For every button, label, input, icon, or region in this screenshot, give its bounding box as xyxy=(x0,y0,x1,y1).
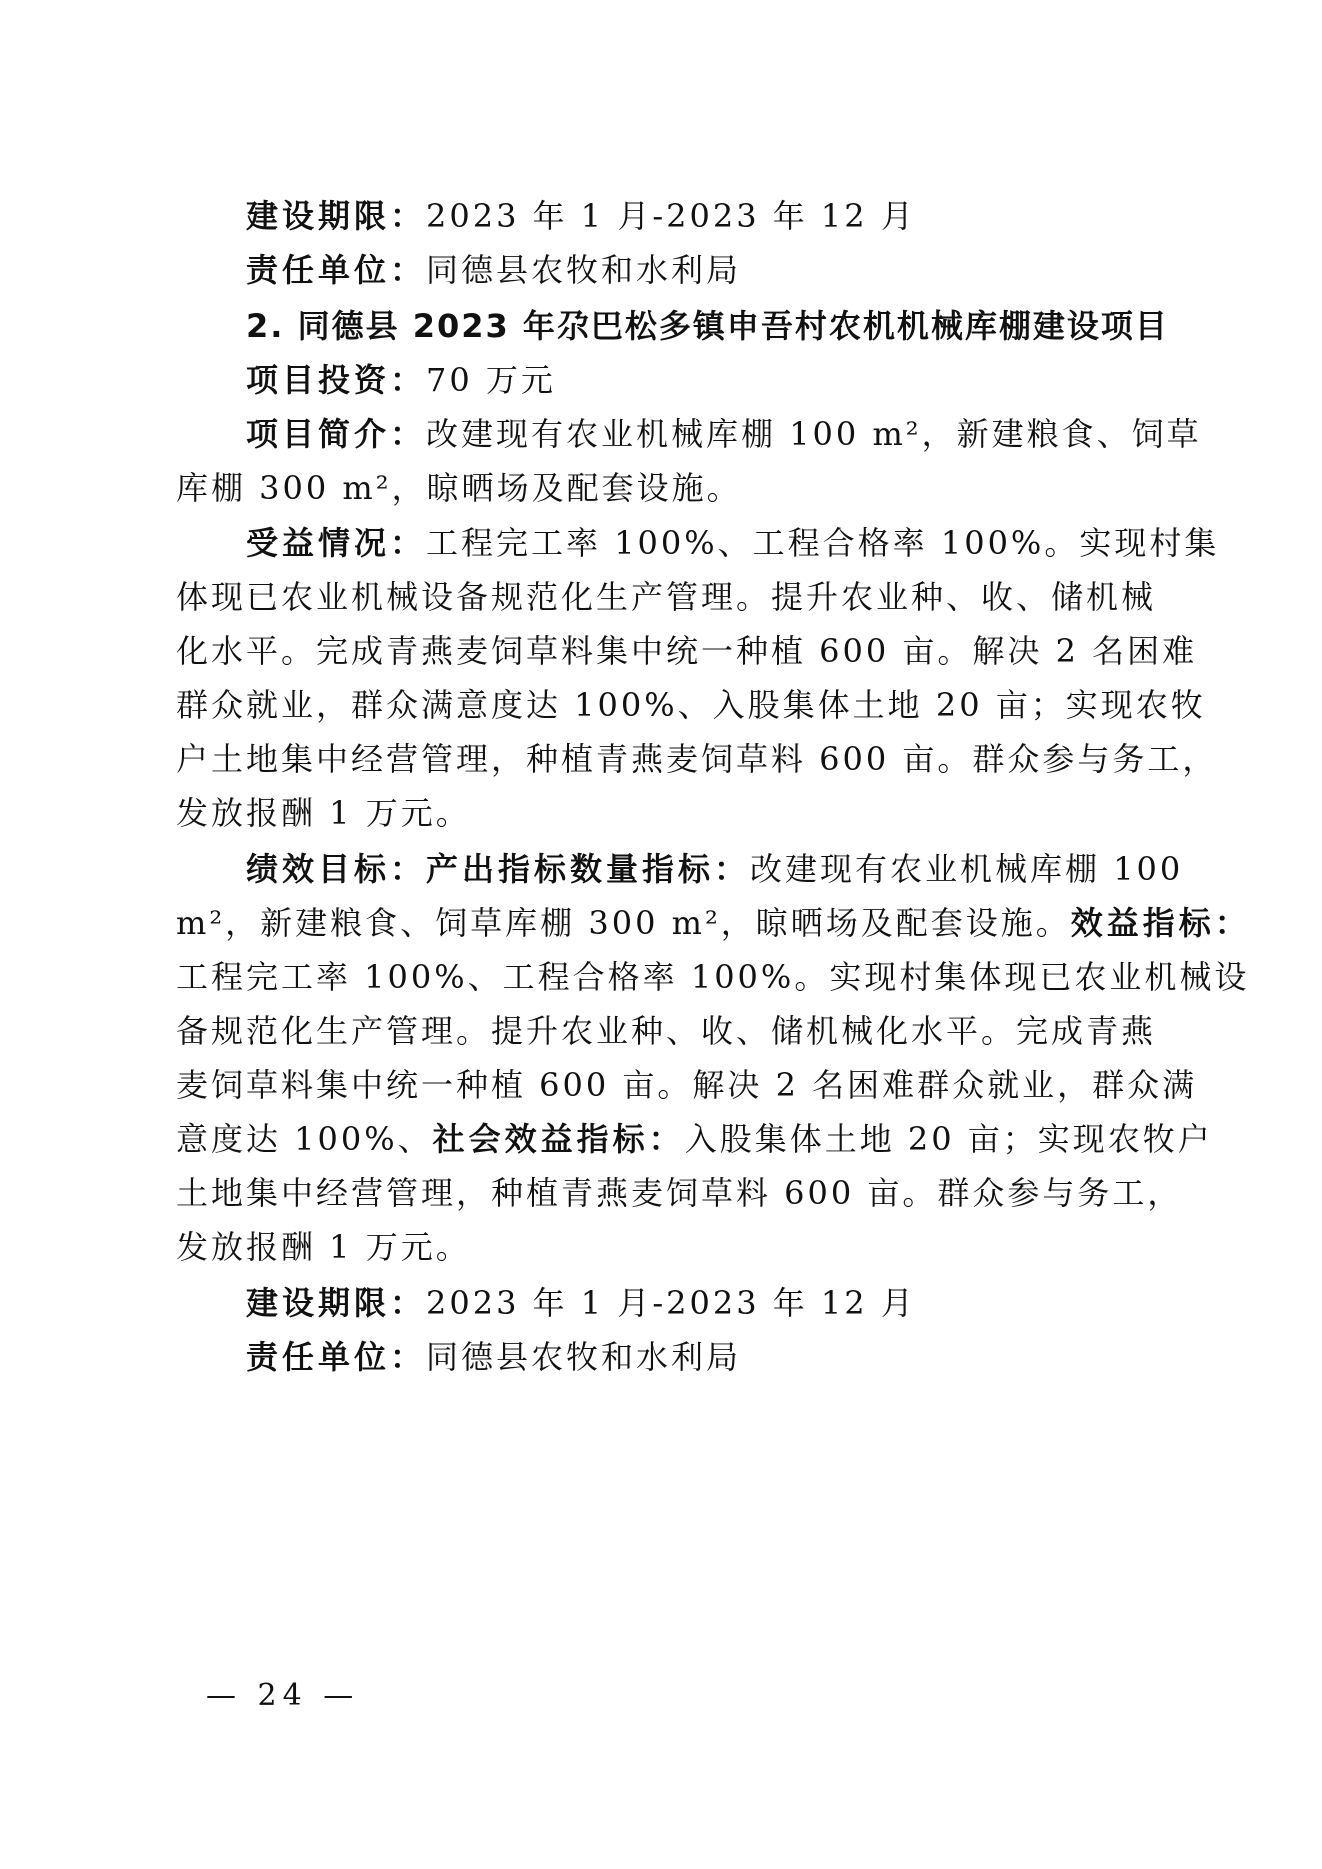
performance-line-5 xyxy=(176,1065,1198,1105)
value: 同德县农牧和水利局 xyxy=(426,251,742,289)
performance-line-4 xyxy=(176,1011,1156,1051)
value: 同德县农牧和水利局 xyxy=(426,1338,742,1376)
performance-line-6 xyxy=(176,1119,1213,1159)
value: m²，新建粮食、饲草库棚 300 m²，晾晒场及配套设施。 xyxy=(176,904,1071,942)
benefit-line-4 xyxy=(176,685,1206,725)
label: 项目简介： xyxy=(246,415,427,453)
value: 库棚 300 m²，晾晒场及配套设施。 xyxy=(176,469,742,507)
label: 建设期限： xyxy=(246,1284,427,1322)
label: 效益指标： xyxy=(1070,904,1251,942)
value: 化水平。完成青燕麦饲草料集中统一种植 600 亩。解决 2 名困难 xyxy=(176,632,1198,670)
label: 受益情况： xyxy=(246,524,427,562)
investment-line xyxy=(246,360,1226,400)
performance-line-3 xyxy=(176,957,1250,997)
value: 2023 年 1 月-2023 年 12 月 xyxy=(426,1284,916,1322)
benefit-line-5 xyxy=(176,739,1218,779)
value: 体现已农业机械设备规范化生产管理。提升农业种、收、储机械 xyxy=(176,578,1157,616)
responsible-unit-line-2 xyxy=(246,1337,1226,1377)
label: 项目投资： xyxy=(246,361,427,399)
benefit-line xyxy=(246,523,1226,563)
value: 2023 年 1 月-2023 年 12 月 xyxy=(426,197,916,235)
performance-line-7 xyxy=(176,1173,1183,1213)
intro-line-2 xyxy=(176,468,1156,508)
performance-line-2 xyxy=(176,903,1251,943)
benefit-line-6 xyxy=(176,793,1156,833)
value: 改建现有农业机械库棚 100 xyxy=(750,850,1184,888)
value: 备规范化生产管理。提升农业种、收、储机械化水平。完成青燕 xyxy=(176,1012,1157,1050)
performance-line xyxy=(246,849,1226,889)
label: 绩效目标：产出指标数量指标： xyxy=(246,850,751,888)
value: 群众就业，群众满意度达 100%、入股集体土地 20 亩；实现农牧 xyxy=(176,686,1206,724)
label: 责任单位： xyxy=(246,251,427,289)
label: 责任单位： xyxy=(246,1338,427,1376)
benefit-line-3 xyxy=(176,631,1198,671)
project-heading xyxy=(246,306,1226,346)
label: 社会效益指标： xyxy=(432,1120,685,1158)
benefit-line-2 xyxy=(176,577,1156,617)
value: 工程完工率 100%、工程合格率 100%。实现村集 xyxy=(426,524,1220,562)
value: 意度达 100%、 xyxy=(176,1120,433,1158)
value: 改建现有农业机械库棚 100 m²，新建粮食、饲草 xyxy=(426,415,1202,453)
value: 发放报酬 1 万元。 xyxy=(176,794,471,832)
value: 麦饲草料集中统一种植 600 亩。解决 2 名困难群众就业，群众满 xyxy=(176,1066,1198,1104)
value: 发放报酬 1 万元。 xyxy=(176,1228,471,1266)
label: 建设期限： xyxy=(246,197,427,235)
value: 户土地集中经营管理，种植青燕麦饲草料 600 亩。群众参与务工， xyxy=(176,740,1218,778)
build-period-line xyxy=(246,196,1226,236)
value: 入股集体土地 20 亩；实现农牧户 xyxy=(684,1120,1213,1158)
value: 工程完工率 100%、工程合格率 100%。实现村集体现已农业机械设 xyxy=(176,958,1250,996)
page-number: — 24 — xyxy=(206,1678,360,1713)
heading-text: 2. 同德县 2023 年尕巴松多镇申吾村农机机械库棚建设项目 xyxy=(246,307,1169,345)
build-period-line-2 xyxy=(246,1283,1226,1323)
intro-line xyxy=(246,414,1226,454)
value: 70 万元 xyxy=(426,361,556,399)
responsible-unit-line xyxy=(246,250,1226,290)
performance-line-8 xyxy=(176,1227,1156,1267)
value: 土地集中经营管理，种植青燕麦饲草料 600 亩。群众参与务工， xyxy=(176,1174,1183,1212)
